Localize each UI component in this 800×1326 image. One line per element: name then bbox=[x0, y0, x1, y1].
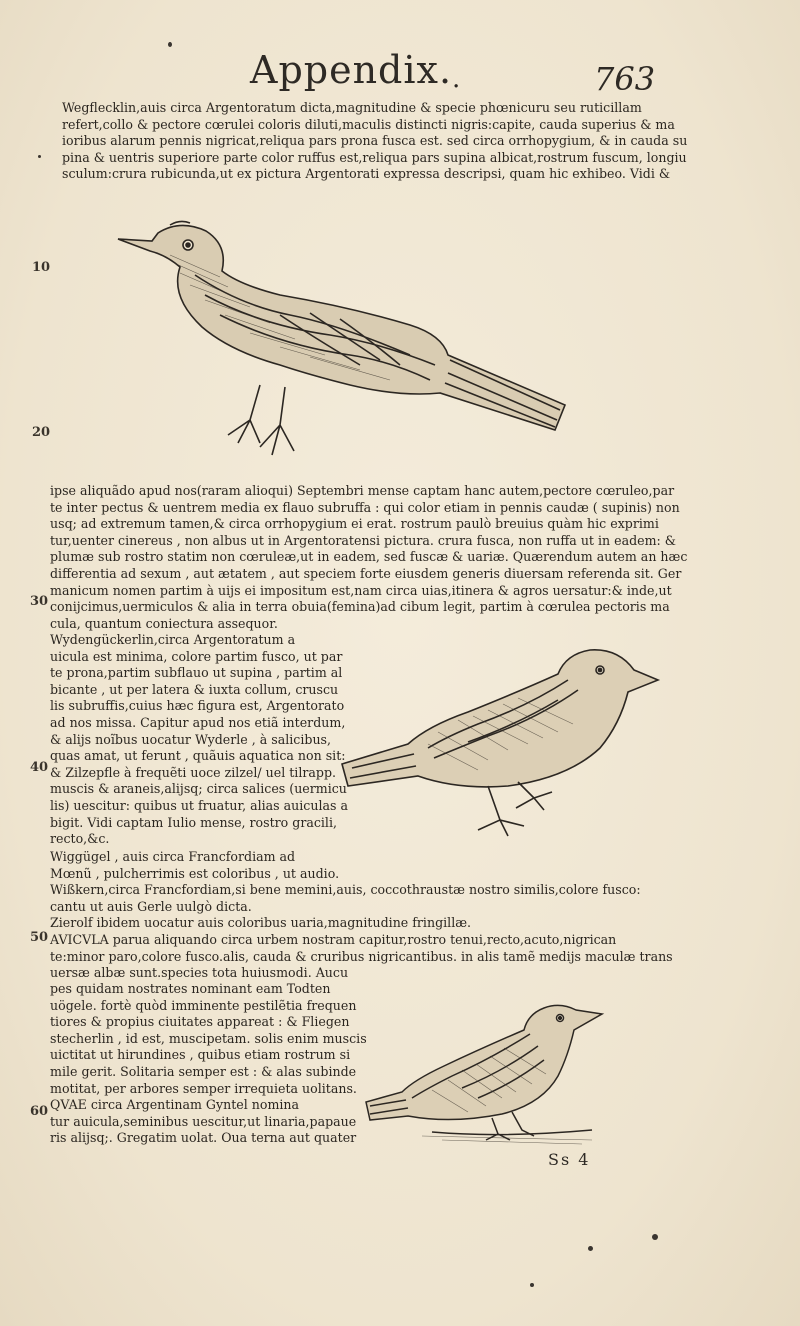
text-line: tur,uenter cinereus , non albus ut in Argentoratensi pictura. crura fusca, non ruffa ut in eadem: & bbox=[50, 532, 677, 548]
text-line: lis) uescitur: quibus ut fruatur, alias auiculas a bbox=[50, 797, 348, 813]
paragraph-wegflecklin bbox=[62, 100, 687, 183]
text-line: ioribus alarum pennis nigricat,reliqua pars prona fusca est. sed circa orrhopygium, & in cauda su bbox=[62, 133, 688, 149]
page-number: 763 bbox=[594, 60, 656, 98]
ink-speck bbox=[588, 1246, 593, 1251]
ink-speck bbox=[168, 42, 172, 47]
text-line: differentia ad sexum , aut ætatem , aut speciem forte eiusdem generis diuersam referenda sit. Ger bbox=[50, 565, 682, 581]
text-line: tur auicula,seminibus uescitur,ut linaria,papaue bbox=[50, 1113, 357, 1129]
ink-speck bbox=[530, 1283, 534, 1287]
text-line: bicante , ut per latera & iuxta collum, cruscu bbox=[50, 681, 339, 697]
ink-speck bbox=[652, 1234, 658, 1240]
text-line: cula, quantum coniectura assequor. bbox=[50, 615, 278, 631]
printer-signature-mark: Ss 4 bbox=[548, 1150, 591, 1169]
text-line: te inter pectus & uentrem media ex flauo subruffa : qui color etiam in pennis caudæ ( supinis) non bbox=[50, 499, 680, 515]
text-line: AVICVLA parua aliquando circa urbem nostram capitur,rostro tenui,recto,acuto,nigrican bbox=[50, 931, 617, 947]
page-header-title: Appendix. bbox=[250, 48, 453, 92]
text-line: & Zilzepfle à frequẽti uoce zilzel/ uel tilrapp. bbox=[50, 764, 337, 780]
margin-line-number: 40 bbox=[30, 760, 49, 775]
text-line: usq; ad extremum tamen,& circa orrhopygium ei erat. rostrum paulò breuius quàm hic exprimi bbox=[50, 516, 659, 532]
text-line: conijcimus,uermiculos & alia in terra obuia(femina)ad cibum legit, partim à cœrulea pectoris ma bbox=[50, 599, 670, 615]
text-line: ad nos missa. Capitur apud nos etiã interdum, bbox=[50, 714, 346, 730]
todtenvoegele-woodcut-illustration bbox=[362, 1000, 607, 1150]
text-line: uersæ albæ sunt.species tota huiusmodi. Aucu bbox=[50, 965, 349, 981]
text-line: ris alijsq;. Gregatim uolat. Oua terna aut quater bbox=[50, 1130, 357, 1146]
text-line: Mœnũ , pulcherrimis est coloribus , ut audio. bbox=[50, 865, 340, 881]
text-line: Wegflecklin,auis circa Argentoratum dicta,magnitudine & specie phœnicuru seu ruticillam bbox=[62, 100, 642, 115]
margin-line-number: 30 bbox=[30, 594, 49, 609]
text-line: plumæ sub rostro statim non cœruleæ,ut in eadem, sed fuscæ & uariæ. Quærendum autem an hæc bbox=[50, 549, 688, 565]
paragraph-wiggugel-avicula bbox=[50, 849, 673, 982]
text-line: pina & uentris superiore parte color ruffus est,reliqua pars supina albicat,rostrum fuscum, longiu bbox=[62, 149, 687, 165]
text-line: bigit. Vidi captam Iulio mense, rostro gracili, bbox=[50, 814, 337, 830]
text-line: stecherlin , id est, muscipetam. solis enim muscis bbox=[50, 1030, 367, 1046]
margin-line-number: 60 bbox=[30, 1104, 49, 1119]
text-line: QVAE circa Argentinam Gyntel nomina bbox=[50, 1097, 300, 1113]
text-line: muscis & araneis,alijsq; circa salices (uermicu bbox=[50, 781, 347, 797]
text-line: ipse aliquãdo apud nos(raram alioqui) Septembri mense captam hanc autem,pectore cœruleo,par bbox=[50, 483, 675, 498]
text-line: refert,collo & pectore cœrulei coloris diluti,maculis distincti nigris:capite, cauda superius & ma bbox=[62, 116, 675, 132]
text-line: Zierolf ibidem uocatur auis coloribus uaria,magnitudine fringillæ. bbox=[50, 915, 472, 931]
text-line: Wiggügel , auis circa Francfordiam ad bbox=[50, 849, 296, 864]
ink-speck bbox=[38, 155, 41, 158]
text-line: Wydengückerlin,circa Argentoratum a bbox=[50, 632, 296, 647]
text-line: & alijs noĩbus uocatur Wyderle , à salicibus, bbox=[50, 731, 332, 747]
text-line: manicum nomen partim à uijs ei impositum est,nam circa uias,itinera & agros uersatur:& inde,ut bbox=[50, 582, 672, 598]
text-line: uicula est minima, colore partim fusco, ut par bbox=[50, 648, 343, 664]
text-line: mile gerit. Solitaria semper est : & alas subinde bbox=[50, 1063, 357, 1079]
text-line: tiores & propius ciuitates appareat : & Fliegen bbox=[50, 1014, 350, 1030]
text-line: cantu ut auis Gerle uulgò dicta. bbox=[50, 898, 252, 914]
text-line: lis subruffis,cuius hæc figura est, Argentorato bbox=[50, 698, 345, 714]
text-line: quas amat, ut ferunt , quãuis aquatica non sit: bbox=[50, 748, 346, 764]
text-line: recto,&c. bbox=[50, 831, 110, 847]
text-line: te prona,partim subflauo ut supina , partim al bbox=[50, 665, 343, 681]
margin-line-number: 50 bbox=[30, 930, 49, 945]
text-line: motitat, per arbores semper irrequieta uolitans. bbox=[50, 1080, 357, 1096]
paragraph-wydengueckerlin bbox=[50, 632, 348, 848]
page-header-dot: . bbox=[452, 64, 461, 94]
wegflecklin-woodcut-illustration bbox=[110, 215, 580, 475]
text-line: te:minor paro,colore fusco.alis, cauda & cruribus nigricantibus. in alis tamẽ medijs maculæ trans bbox=[50, 948, 673, 964]
margin-line-number: 20 bbox=[32, 425, 51, 440]
text-line: Wißkern,circa Francfordiam,si bene memini,auis, coccothraustæ nostro similis,colore fusco: bbox=[50, 882, 641, 898]
paragraph-description bbox=[50, 483, 687, 632]
text-line: pes quidam nostrates nominant eam Todten bbox=[50, 981, 331, 996]
text-line: uictitat ut hirundines , quibus etiam rostrum si bbox=[50, 1047, 351, 1063]
text-line: sculum:crura rubicunda,ut ex pictura Argentorati expressa descripsi, quam hic exhibeo. Vidi & bbox=[62, 166, 671, 182]
text-line: uögele. fortè quòd imminente pestilẽtia frequen bbox=[50, 997, 357, 1013]
paragraph-todtenvoegele bbox=[50, 981, 367, 1147]
margin-line-number: 10 bbox=[32, 260, 51, 275]
wydengueckerlin-woodcut-illustration bbox=[338, 640, 663, 845]
